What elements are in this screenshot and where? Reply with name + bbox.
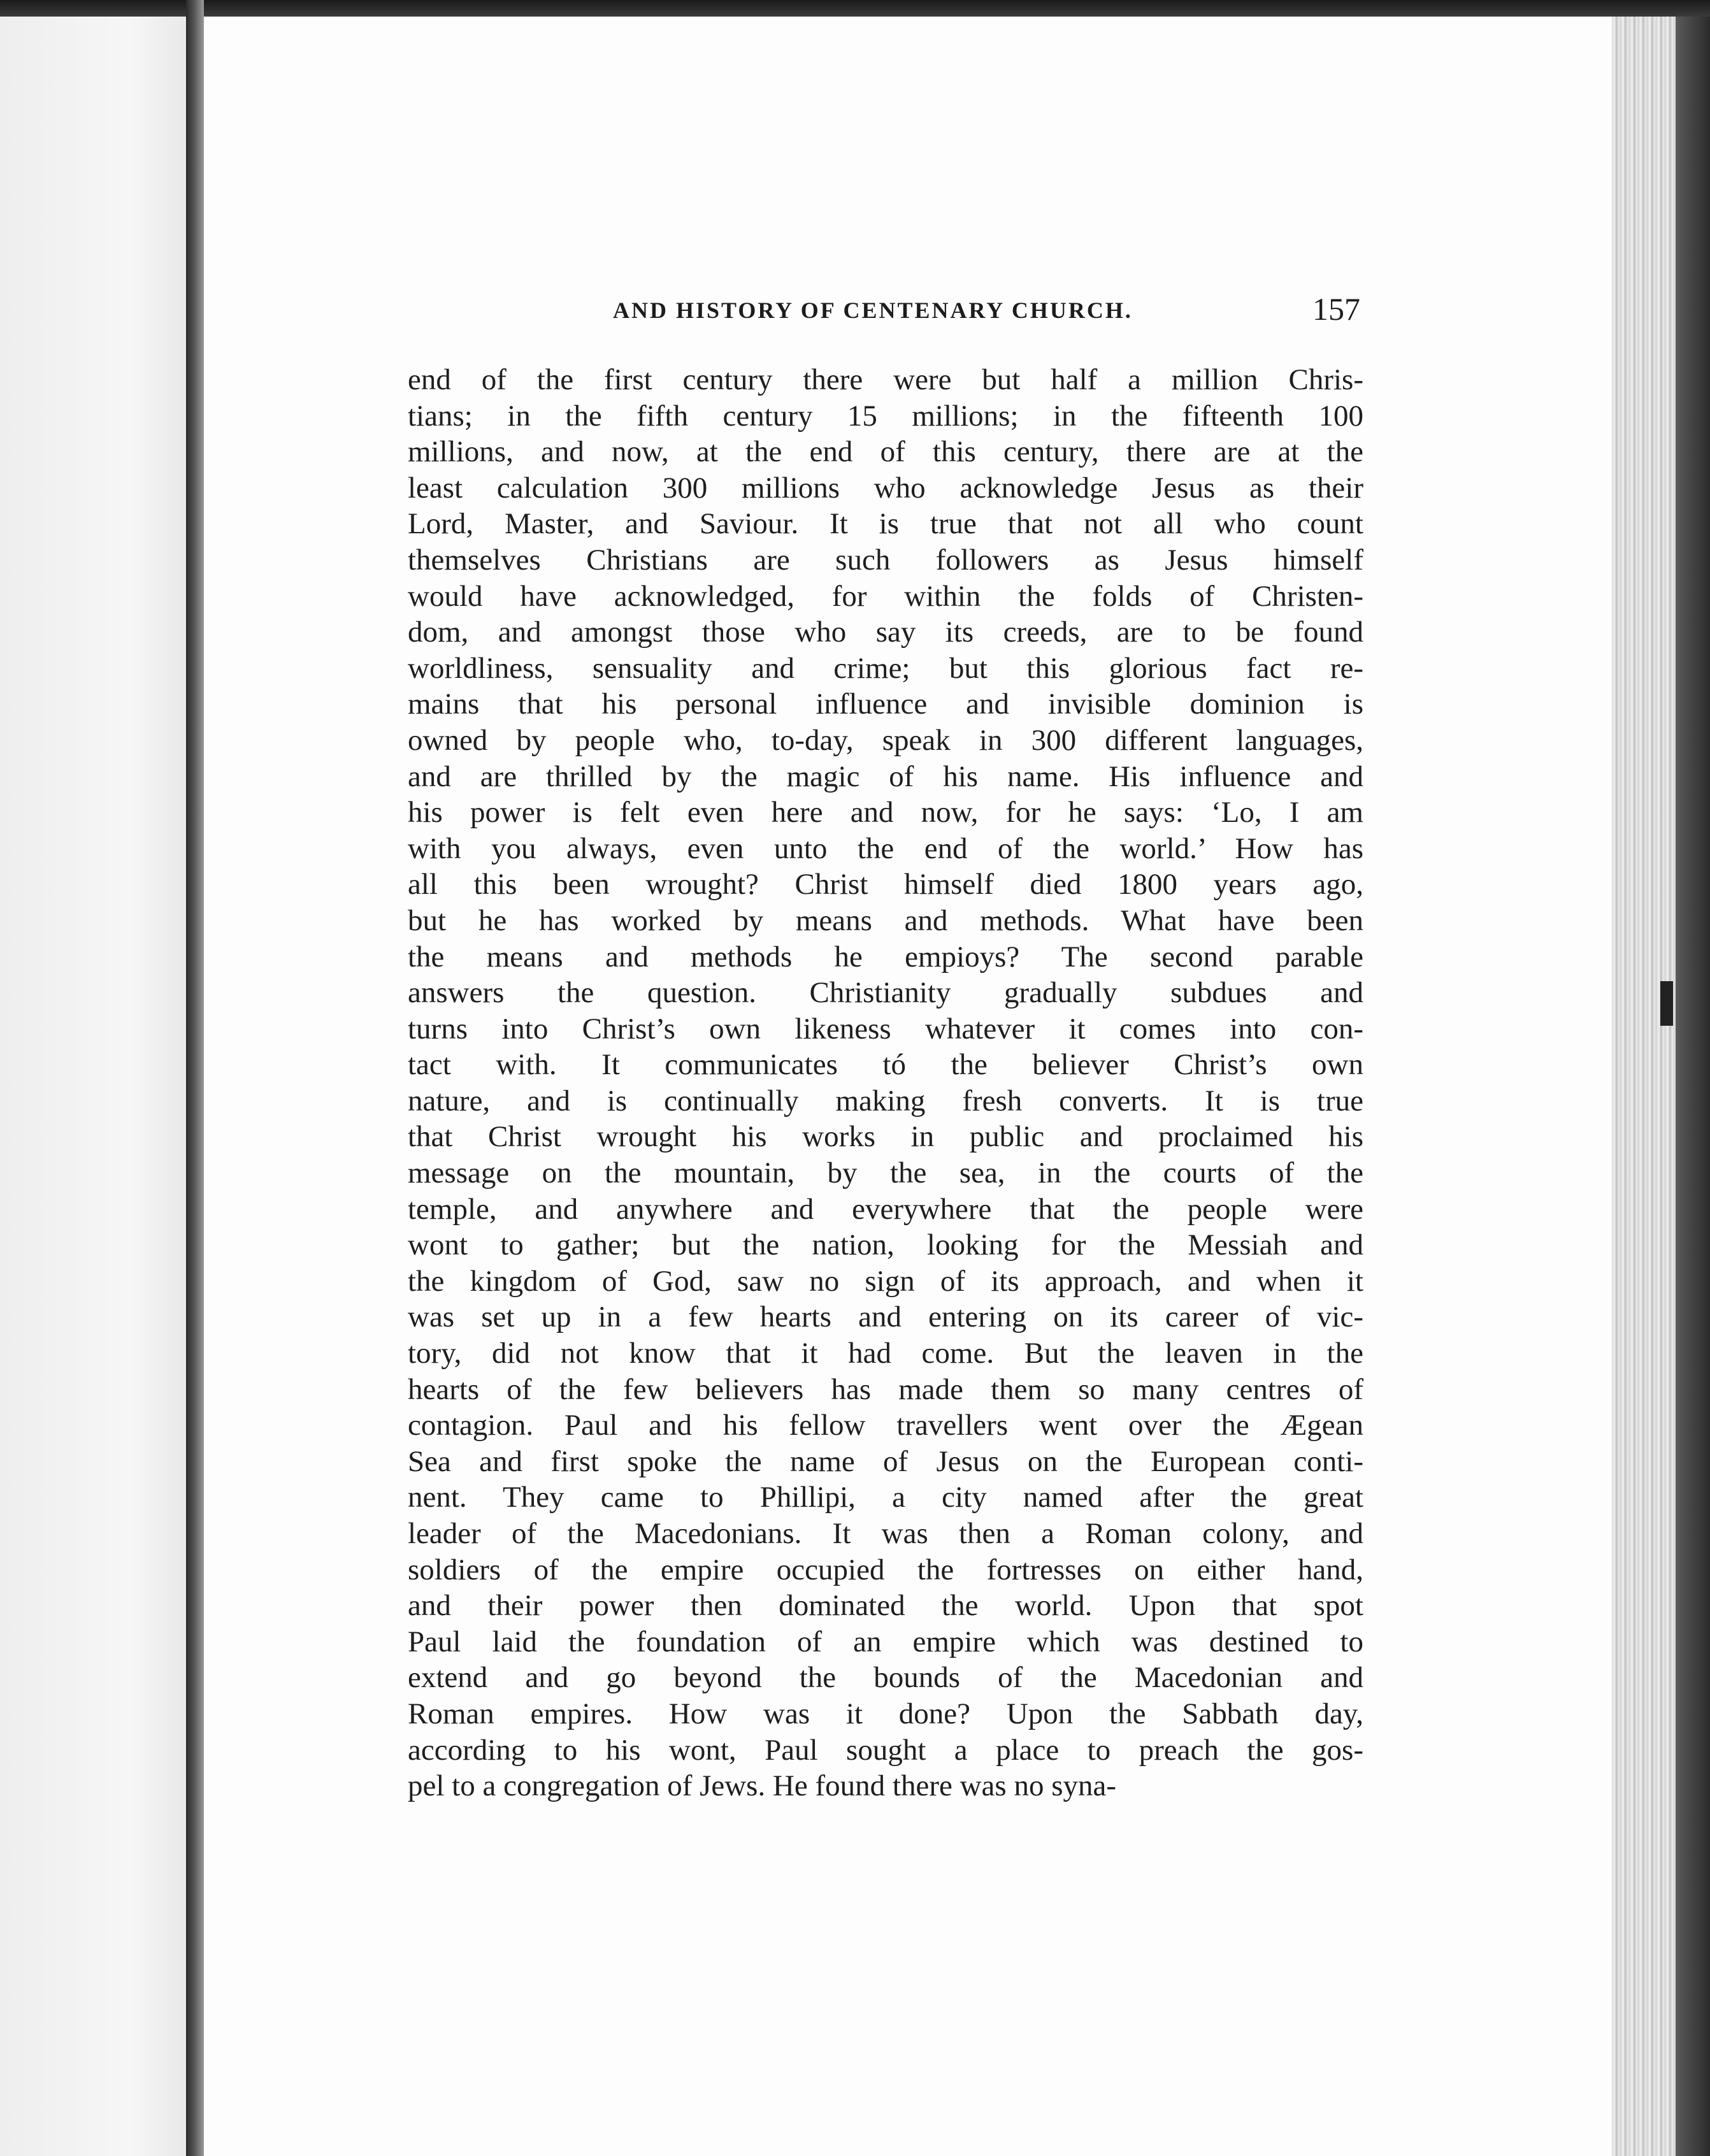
text-line: Lord, Master, and Saviour. It is true that not all who count (408, 507, 1363, 541)
text-line: the means and methods he empioys? The second parable (408, 940, 1363, 974)
text-line: contagion. Paul and his fellow travellers went over the Ægean (408, 1409, 1363, 1442)
text-line: Roman empires. How was it done? Upon the Sabbath day, (408, 1697, 1363, 1730)
page-number: 157 (1312, 291, 1360, 327)
text-line: turns into Christ’s own likeness whatever it comes into con- (408, 1012, 1363, 1046)
text-line: would have acknowledged, for within the folds of Christen- (408, 579, 1363, 613)
text-line: least calculation 300 millions who acknowledge Jesus as their (408, 471, 1363, 505)
body-text (408, 362, 1363, 1804)
text-line: Sea and first spoke the name of Jesus on the European conti- (408, 1444, 1363, 1478)
text-line: temple, and anywhere and everywhere that the people were (408, 1192, 1363, 1226)
text-line: with you always, even unto the end of the world.’ How has (408, 831, 1363, 865)
text-line: pel to a congregation of Jews. He found there was no syna- (408, 1769, 1117, 1803)
text-line: Paul laid the foundation of an empire which was destined to (408, 1625, 1363, 1658)
text-line: leader of the Macedonians. It was then a Roman colony, and (408, 1517, 1363, 1550)
text-line: millions, and now, at the end of this century, there are at the (408, 435, 1363, 469)
text-line: that Christ wrought his works in public and proclaimed his (408, 1120, 1363, 1154)
text-line: nature, and is continually making fresh converts. It is true (408, 1084, 1363, 1118)
text-line: end of the first century there were but half a million Chris- (408, 363, 1363, 396)
text-line: extend and go beyond the bounds of the Macedonian and (408, 1661, 1363, 1695)
text-line: hearts of the few believers has made them so many centres of (408, 1372, 1363, 1406)
text-line: worldliness, sensuality and crime; but this glorious fact re- (408, 651, 1363, 685)
text-line: the kingdom of God, saw no sign of its approach, and when it (408, 1264, 1363, 1298)
text-line: and are thrilled by the magic of his name. His influence and (408, 759, 1363, 793)
text-line: owned by people who, to-day, speak in 300 different languages, (408, 723, 1363, 757)
book-cover-edge (1676, 17, 1710, 2156)
text-line: and their power then dominated the world. Upon that spot (408, 1589, 1363, 1623)
text-line: his power is felt even here and now, for he says: ‘Lo, I am (408, 796, 1363, 830)
text-line: answers the question. Christianity gradually subdues and (408, 976, 1363, 1010)
running-head (0, 291, 1710, 333)
text-line: was set up in a few hearts and entering on its career of vic- (408, 1300, 1363, 1334)
facing-page-blank (0, 17, 186, 2156)
text-line: themselves Christians are such followers as Jesus himself (408, 543, 1363, 577)
text-line: according to his wont, Paul sought a place to preach the gos- (408, 1733, 1363, 1767)
text-line: wont to gather; but the nation, looking for the Messiah and (408, 1228, 1363, 1262)
text-line: dom, and amongst those who say its creeds, are to be found (408, 615, 1363, 649)
text-line: mains that his personal influence and invisible dominion is (408, 687, 1363, 721)
text-line: tact with. It communicates tó the believer Christ’s own (408, 1048, 1363, 1082)
text-line: tians; in the fifth century 15 millions; in the fifteenth 100 (408, 399, 1363, 433)
running-title: AND HISTORY OF CENTENARY CHURCH. (613, 298, 1133, 323)
text-line: nent. They came to Phillipi, a city named after the great (408, 1481, 1363, 1514)
text-line: soldiers of the empire occupied the fortresses on either hand, (408, 1553, 1363, 1586)
text-line: all this been wrought? Christ himself died 1800 years ago, (408, 868, 1363, 902)
text-line: but he has worked by means and methods. What have been (408, 903, 1363, 937)
page-tab-marker (1660, 981, 1673, 1026)
scanner-top-edge (0, 0, 1710, 17)
text-line: message on the mountain, by the sea, in the courts of the (408, 1156, 1363, 1190)
text-line: tory, did not know that it had come. But the leaven in the (408, 1337, 1363, 1370)
